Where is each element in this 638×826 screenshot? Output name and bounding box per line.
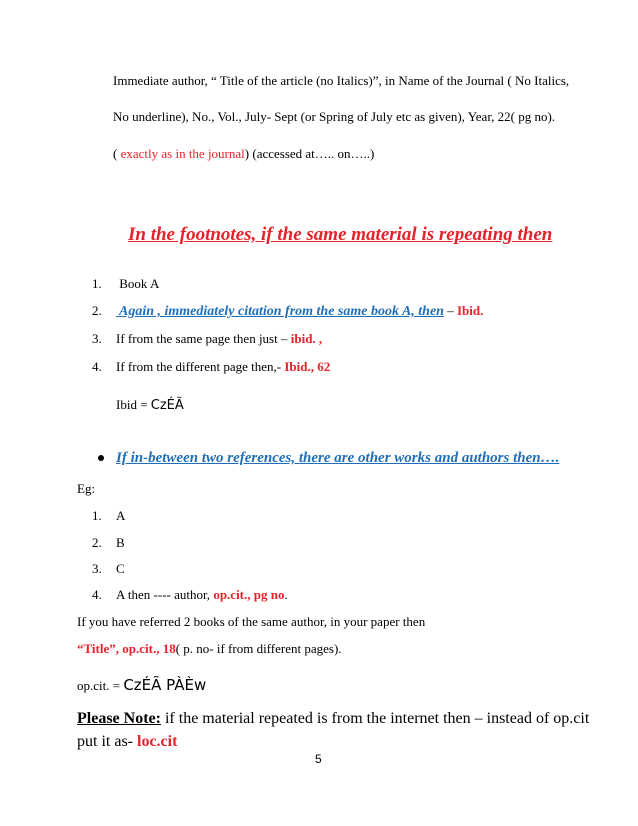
note-line-2	[77, 733, 177, 751]
list-item-text: If from the same page then just –	[116, 331, 291, 346]
list-number: 4.	[92, 587, 102, 602]
title-opcit-line	[77, 641, 342, 657]
citation-line-3-rest: ) (accessed at….. on…..)	[244, 146, 375, 161]
list-item-blue-text: Again , immediately citation from the same book A, then	[116, 304, 444, 319]
citation-line-1-text: Immediate author, “ Title of the article (no Italics)”, in Name of the Journal ( No Italics,	[113, 73, 570, 88]
list-item-red-text: Ibid., 62	[284, 359, 331, 374]
list-item-tail: .	[284, 587, 288, 602]
list-item-text: A	[116, 508, 126, 523]
list2-item-1	[92, 508, 125, 524]
list1-item-3	[92, 331, 322, 347]
note-text-2: put it as-	[77, 733, 137, 750]
list-number: 2.	[92, 535, 102, 550]
list2-item-4	[92, 587, 288, 603]
same-author-text: If you have referred 2 books of the same author, in your paper then	[77, 614, 426, 629]
bullet-icon	[98, 455, 104, 461]
list-item-text: Book A	[116, 276, 160, 291]
list-number: 3.	[92, 561, 102, 576]
opcit-label: op.cit. =	[77, 678, 124, 693]
list-item-text: A then ---- author,	[116, 587, 214, 602]
note-label: Please Note:	[77, 710, 161, 727]
opcit-definition	[77, 676, 206, 694]
bullet-heading-text: If in-between two references, there are other works and authors then….	[116, 450, 560, 466]
example-label-text: Eg:	[77, 481, 96, 496]
list-number: 2.	[92, 303, 102, 318]
ibid-definition	[116, 397, 184, 413]
example-label	[77, 481, 95, 497]
page-number	[315, 752, 322, 766]
citation-line-2-text: No underline), No., Vol., July- Sept (or Spring of July etc as given), Year, 22( pg no).	[113, 109, 556, 124]
list-item-text: If from the different page then,-	[116, 359, 285, 374]
citation-line-3-open: (	[113, 146, 121, 161]
page-number-text: 5	[315, 752, 322, 766]
list-item-text: B	[116, 535, 125, 550]
note-line-1	[77, 710, 589, 728]
list-item-dash: –	[443, 303, 457, 318]
list-item-red-text: ibid. ,	[290, 331, 323, 346]
section-heading-text: In the footnotes, if the same material is repeating then	[128, 224, 553, 245]
title-opcit-rest: ( p. no- if from different pages).	[175, 641, 342, 656]
opcit-value: CzÉÃ PÀÈw	[123, 676, 207, 694]
list1-item-4	[92, 359, 330, 375]
citation-line-3-red: exactly as in the journal	[120, 146, 245, 161]
list-number: 4.	[92, 359, 102, 374]
list2-item-2	[92, 535, 125, 551]
bullet-heading	[98, 449, 559, 467]
list-item-text: C	[116, 561, 125, 576]
list-item-red-text: Ibid.	[456, 303, 484, 318]
citation-line-3	[113, 146, 374, 162]
note-text-1: if the material repeated is from the internet then – instead of op.cit	[160, 710, 590, 727]
section-heading	[128, 224, 552, 246]
citation-line-1	[113, 73, 569, 89]
same-author-line	[77, 614, 425, 630]
ibid-label: Ibid =	[116, 397, 151, 412]
note-red-text: loc.cit	[137, 733, 178, 750]
citation-line-2	[113, 109, 555, 125]
ibid-value: CzÉÃ	[150, 398, 184, 413]
list1-item-2	[92, 303, 483, 320]
list1-item-1	[92, 276, 159, 292]
list-number: 3.	[92, 331, 102, 346]
list-number: 1.	[92, 276, 102, 291]
list2-item-3	[92, 561, 125, 577]
list-number: 1.	[92, 508, 102, 523]
list-item-red-text: op.cit., pg no	[213, 587, 285, 602]
title-opcit-red: “Title”, op.cit., 18	[77, 641, 176, 656]
